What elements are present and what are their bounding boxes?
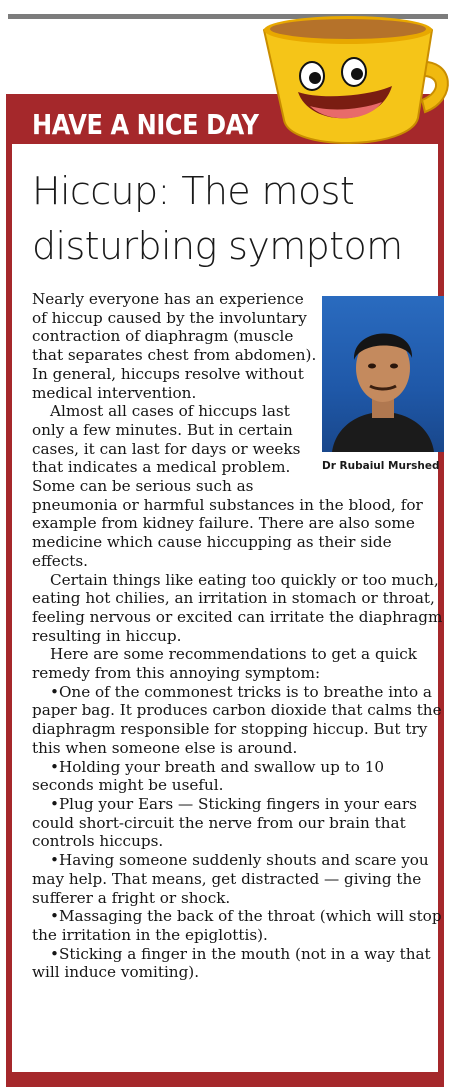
article-headline: Hiccup: The most disturbing symptom (32, 169, 403, 268)
tip-massage-throat: •Massaging the back of the throat (which will stop the irritation in the epiglottis). (32, 907, 442, 944)
paragraph-3: Certain things like eating too quickly or too much, eating hot chilies, an irritation in stomach or throat, feeling nervous or excited can irritate the diaphragm resulting in hiccup. (32, 570, 443, 645)
tip-finger-mouth: •Sticking a finger in the mouth (not in a way that will induce vomiting). (32, 944, 431, 982)
author-caption: Dr Rubaiul Murshed (322, 460, 440, 472)
section-banner-label: HAVE A NICE DAY (32, 108, 259, 141)
tip-plug-ears: •Plug your Ears — Sticking fingers in your ears could short-circuit the nerve from our brain that controls hiccups. (32, 794, 417, 851)
bottom-bar (6, 1072, 444, 1087)
paragraph-4: Here are some recommendations to get a quick remedy from this annoying symptom: (32, 645, 418, 683)
tip-scare: •Having someone suddenly shouts and scare you may help. That means, get distracted — giving the sufferer a fright or shock. (32, 851, 429, 907)
smiling-cup-icon (250, 0, 460, 160)
paragraph-1: Nearly everyone has an experience of hiccup caused by the involuntary contraction of diaphragm (muscle that separates chest from abdomen). In general, hiccups resolve without medical intervention. (32, 290, 317, 402)
article-body (32, 290, 446, 982)
tip-hold-breath: •Holding your breath and swallow up to 10 seconds might be useful. (32, 757, 385, 795)
paragraph-2: Almost all cases of hiccups last only a few minutes. But in certain cases, it can last for days or weeks that indicates a medical problem. Some can be serious such as pneumonia or harmful substances in the blood, for example from kidney failure. There are also some medicine which cause hiccupping as their side effects. (32, 402, 423, 570)
photo-spacer (318, 290, 446, 486)
tip-paper-bag: •One of the commonest tricks is to breathe into a paper bag. It produces carbon dioxide that calms the diaphragm responsible for stopping hiccup. But try this when someone else is around. (32, 682, 442, 757)
